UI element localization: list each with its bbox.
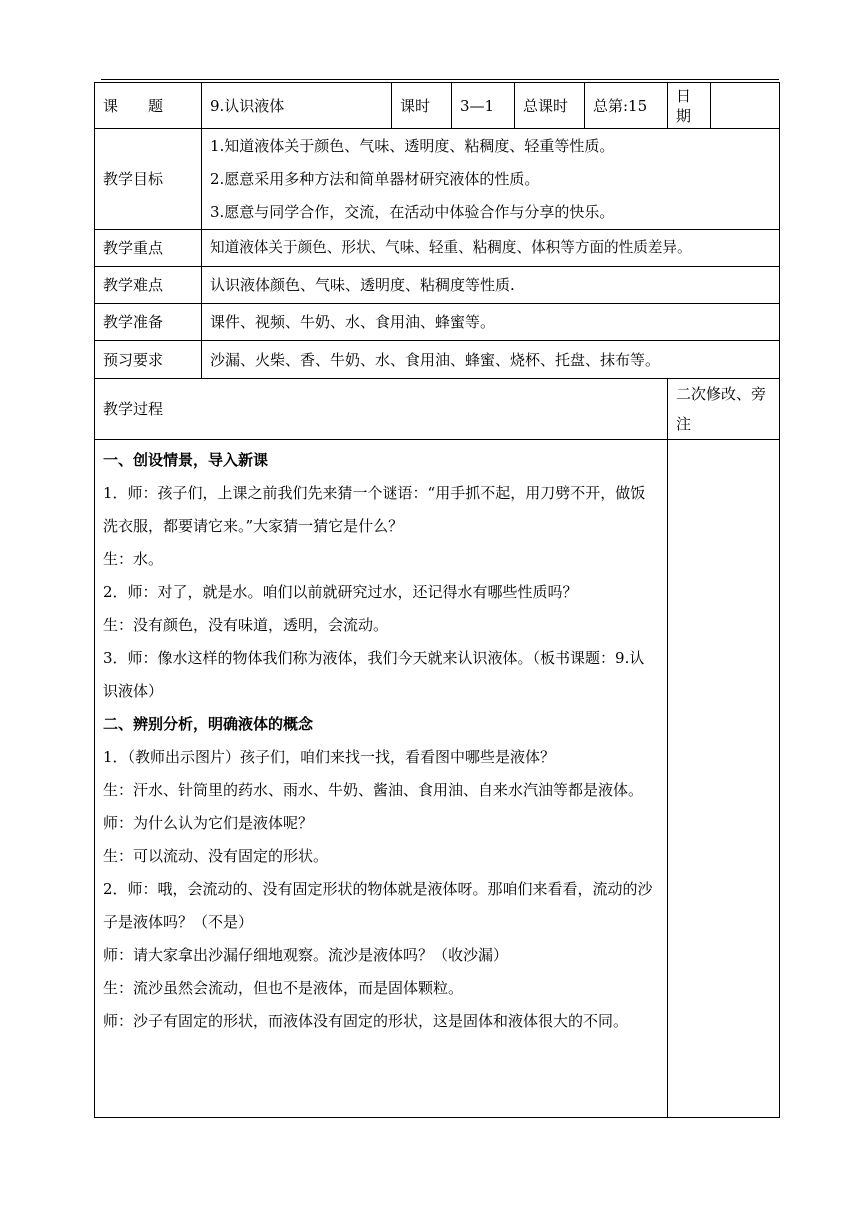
process-paragraph: 2．师：哦，会流动的、没有固定形状的物体就是液体呀。那咱们来看看，流动的沙子是液体吗？（不是） [103,880,653,931]
process-header-row [95,379,780,440]
section-1-title: 一、创设情景，导入新课 [103,451,269,469]
notes-column [668,440,780,1118]
difficulties-label: 教学难点 [95,267,202,304]
date-label-line-1: 日 [676,86,692,105]
process-paragraph: 3．师：像水这样的物体我们称为液体，我们今天就来认识液体。（板书课题：9.认识液体） [103,649,645,700]
date-value [711,83,780,129]
key-points-row [95,230,780,267]
preparation-value: 课件、视频、牛奶、水、食用油、蜂蜜等。 [202,304,780,341]
process-paragraph: 师：沙子有固定的形状，而液体没有固定的形状，这是固体和液体很大的不同。 [103,1012,629,1030]
lesson-plan-table [94,82,780,1118]
total-periods-label: 总课时 [515,83,585,129]
date-label [668,83,711,129]
difficulties-row [95,267,780,304]
objectives-label: 教学目标 [95,129,202,230]
preview-row [95,341,780,379]
topic-value: 9.认识液体 [202,83,392,129]
topic-label: 课 题 [95,83,202,129]
process-content [95,440,668,1118]
process-paragraph: 生：没有颜色，没有味道，透明，会流动。 [103,616,389,634]
key-points-value: 知道液体关于颜色、形状、气味、轻重、粘稠度、体积等方面的性质差异。 [202,230,780,267]
process-paragraph: 生：可以流动、没有固定的形状。 [103,847,329,865]
process-paragraph: 生：流沙虽然会流动，但也不是液体，而是固体颗粒。 [103,979,464,997]
total-periods-value: 总第:15 [585,83,668,129]
objective-item: 2.愿意采用多种方法和简单器材研究液体的性质。 [210,169,540,188]
process-paragraph: 师：为什么认为它们是液体呢？ [103,814,314,832]
objective-item: 3.愿意与同学合作，交流，在活动中体验合作与分享的快乐。 [210,202,615,221]
preview-value: 沙漏、火柴、香、牛奶、水、食用油、蜂蜜、烧杯、托盘、抹布等。 [202,341,780,379]
preparation-label: 教学准备 [95,304,202,341]
process-paragraph: 师：请大家拿出沙漏仔细地观察。流沙是液体吗？（收沙漏） [103,946,509,964]
objectives-row [95,129,780,230]
preparation-row [95,304,780,341]
preview-label: 预习要求 [95,341,202,379]
objective-item: 1.知道液体关于颜色、气味、透明度、粘稠度、轻重等性质。 [210,136,615,155]
period-value: 3—1 [452,83,515,129]
header-row [95,83,780,129]
process-paragraph: 生：汗水、针筒里的药水、雨水、牛奶、酱油、食用油、自来水汽油等都是液体。 [103,781,644,799]
objectives-content [202,129,780,230]
period-label: 课时 [392,83,452,129]
process-label: 教学过程 [95,379,668,440]
notes-label: 二次修改、旁注 [668,379,780,440]
process-body-row [95,440,780,1118]
date-label-line-2: 期 [676,106,692,125]
process-paragraph: 1．师：孩子们，上课之前我们先来猜一个谜语：“用手抓不起，用刀劈不开，做饭洗衣服，都要请它来。”大家猜一猜它是什么？ [103,484,646,535]
top-rule [101,79,779,80]
difficulties-value: 认识液体颜色、气味、透明度、粘稠度等性质. [202,267,780,304]
key-points-label: 教学重点 [95,230,202,267]
section-2-title: 二、辨别分析，明确液体的概念 [103,715,314,733]
process-paragraph: 2．师：对了，就是水。咱们以前就研究过水，还记得水有哪些性质吗？ [103,583,578,601]
process-paragraph: 1．（教师出示图片）孩子们，咱们来找一找，看看图中哪些是液体？ [103,748,556,766]
process-paragraph: 生：水。 [103,550,164,568]
